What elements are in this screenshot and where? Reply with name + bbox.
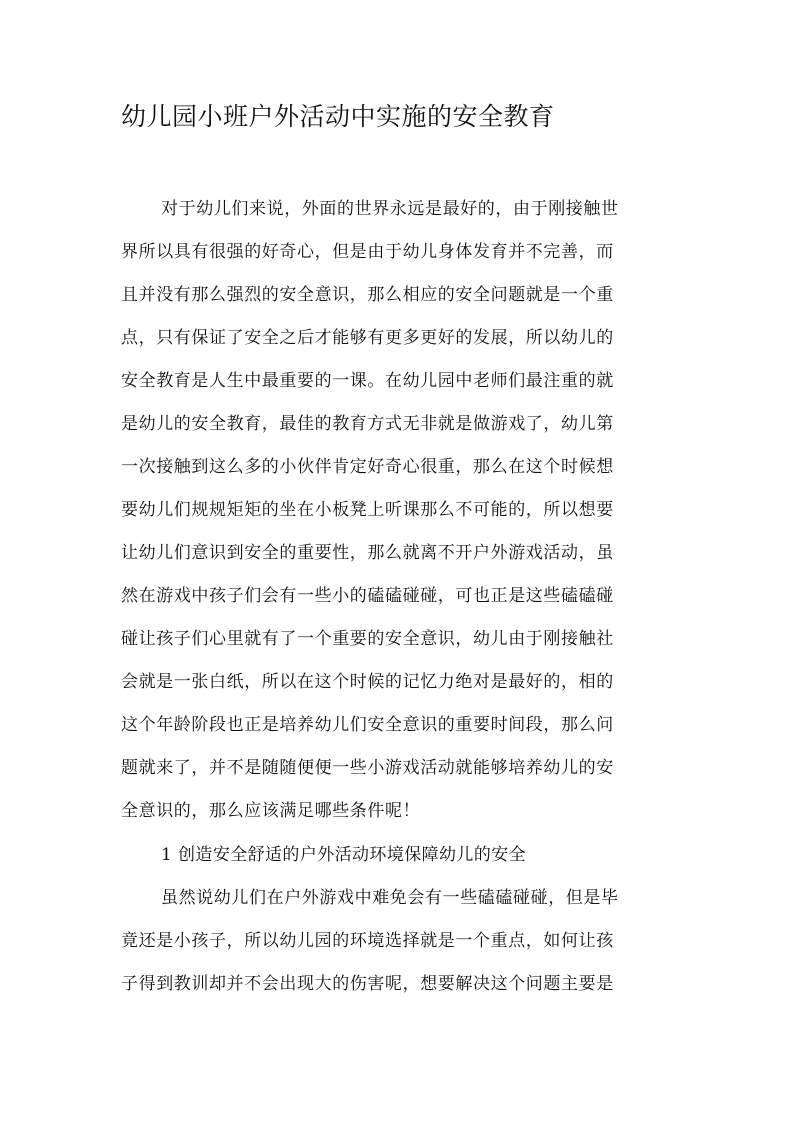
- paragraph-line: 让幼儿们意识到安全的重要性，那么就离不开户外游戏活动，虽: [121, 543, 614, 563]
- paragraph-line: 这个年龄阶段也正是培养幼儿们安全意识的重要时间段，那么问: [121, 715, 614, 735]
- paragraph-line: 界所以具有很强的好奇心，但是由于幼儿身体发育并不完善，而: [121, 242, 614, 262]
- paragraph-line: 安全教育是人生中最重要的一课。在幼儿园中老师们最注重的就: [121, 371, 614, 391]
- paragraph-line: 对于幼儿们来说，外面的世界永远是最好的，由于刚接触世: [161, 199, 619, 219]
- document-title: 幼儿园小班户外活动中实施的安全教育: [121, 102, 555, 131]
- paragraph-line: 碰让孩子们心里就有了一个重要的安全意识，幼儿由于刚接触社: [121, 629, 614, 649]
- paragraph-line: 会就是一张白纸，所以在这个时候的记忆力绝对是最好的，相的: [121, 672, 614, 692]
- paragraph-line: 竟还是小孩子，所以幼儿园的环境选择就是一个重点，如何让孩: [121, 931, 614, 951]
- paragraph-line: 虽然说幼儿们在户外游戏中难免会有一些磕磕碰碰，但是毕: [161, 888, 619, 908]
- paragraph-line: 一次接触到这么多的小伙伴肯定好奇心很重，那么在这个时候想: [121, 457, 614, 477]
- paragraph-line: 点，只有保证了安全之后才能够有更多更好的发展，所以幼儿的: [121, 328, 614, 348]
- paragraph-line: 然在游戏中孩子们会有一些小的磕磕碰碰，可也正是这些磕磕碰: [121, 586, 614, 606]
- paragraph-line: 且并没有那么强烈的安全意识，那么相应的安全问题就是一个重: [121, 285, 614, 305]
- section-heading: 1 创造安全舒适的户外活动环境保障幼儿的安全: [161, 845, 527, 865]
- paragraph-line: 全意识的，那么应该满足哪些条件呢！: [121, 801, 421, 821]
- paragraph-line: 子得到教训却并不会出现大的伤害呢，想要解决这个问题主要是: [121, 974, 614, 994]
- paragraph-line: 题就来了，并不是随随便便一些小游戏活动就能够培养幼儿的安: [121, 758, 614, 778]
- paragraph-line: 要幼儿们规规矩矩的坐在小板凳上听课那么不可能的，所以想要: [121, 500, 614, 520]
- paragraph-line: 是幼儿的安全教育，最佳的教育方式无非就是做游戏了，幼儿第: [121, 414, 614, 434]
